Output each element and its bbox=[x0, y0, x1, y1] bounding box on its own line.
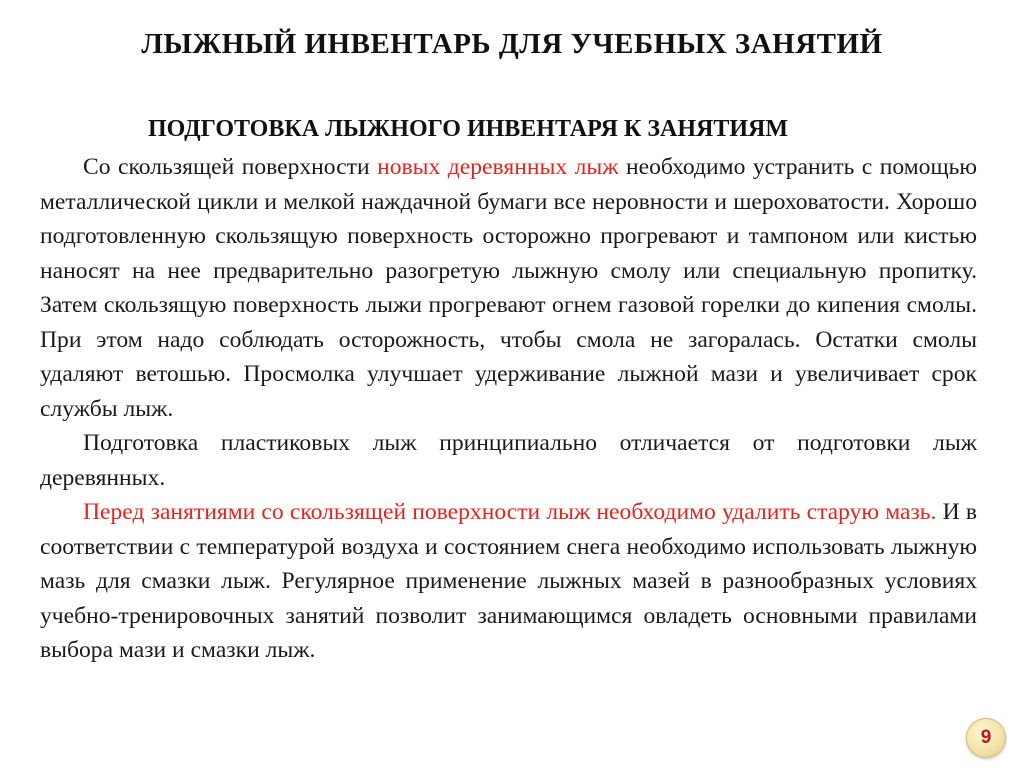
slide-body bbox=[40, 150, 977, 668]
slide-title: ЛЫЖНЫЙ ИНВЕНТАРЬ ДЛЯ УЧЕБНЫХ ЗАНЯТИЙ bbox=[141, 28, 883, 60]
paragraph-2-text: Подготовка пластиковых лыж принципиально отличается от подготовки лыж деревянных. bbox=[40, 430, 977, 491]
highlight-new-wooden-skis: новых деревянных лыж bbox=[377, 154, 619, 180]
paragraph-ski-wax bbox=[40, 495, 977, 668]
paragraph-1-text-start: Со скользящей поверхности bbox=[83, 154, 378, 180]
page-number: 9 bbox=[980, 727, 992, 748]
highlight-remove-old-wax: Перед занятиями со скользящей поверхности лыж необходимо удалить старую мазь. bbox=[83, 499, 937, 525]
paragraph-plastic-skis bbox=[40, 426, 977, 495]
paragraph-wooden-skis bbox=[40, 150, 977, 426]
section-subtitle: ПОДГОТОВКА ЛЫЖНОГО ИНВЕНТАРЯ К ЗАНЯТИЯМ bbox=[148, 116, 788, 142]
paragraph-3-text-end: И в соответствии с температурой воздуха и состоянием снега необходимо использовать лыжную мазь для смазки лыж. Регулярное применение лыжных мазей в разнообразных условиях учебно-тренировочных занятий позволит занимающимся овладеть основными правилами выбора мази и смазки лыж. bbox=[40, 499, 977, 663]
paragraph-1-text-end: необходимо устранить с помощью металлической цикли и мелкой наждачной бумаги все неровности и шероховатости. Хорошо подготовленную скользящую поверхность осторожно прогревают и тампоном или кистью наносят на нее предварительно разогретую лыжную смолу или специальную пропитку. Затем скользящую поверхность лыжи прогревают огнем газовой горелки до кипения смолы. При этом надо соблюдать осторожность, чтобы смола не загоралась. Остатки смолы удаляют ветошью. Просмолка улучшает удерживание лыжной мази и увеличивает срок службы лыж. bbox=[40, 154, 978, 422]
page-number-badge bbox=[966, 718, 1006, 758]
